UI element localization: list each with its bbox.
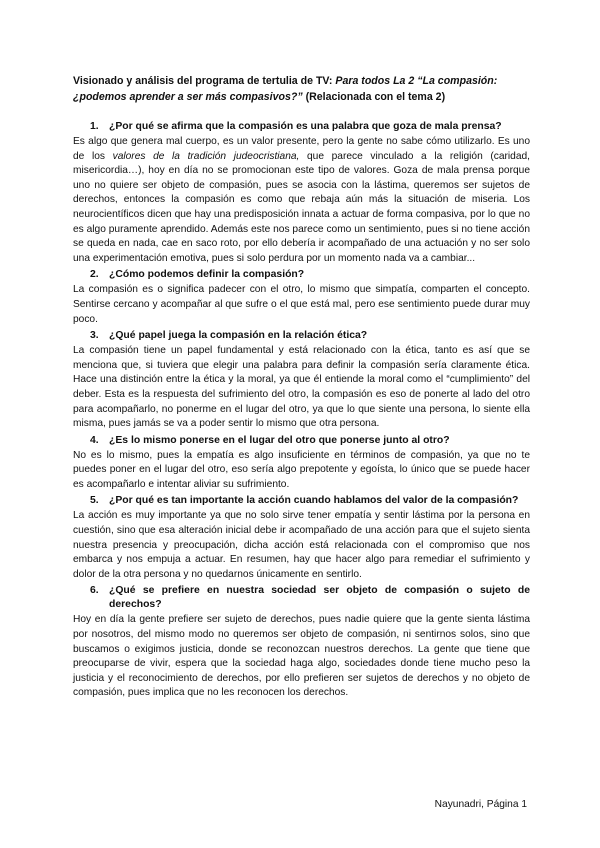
- answer-text: Es algo que genera mal cuerpo, es un valor presente, pero la gente no sabe cómo utilizarlo. Es uno de los: [73, 136, 530, 162]
- answer-2: La compasión es o significa padecer con el otro, lo mismo que simpatía, comparten el concepto. Sentirse cercano y acompañar al que sufre o el que está mal, pero ese sentimiento puede durar muy poco.: [73, 284, 530, 325]
- page-footer: Nayunadri, Página 1: [434, 799, 527, 810]
- question-text: ¿Qué papel juega la compasión en la relación ética?: [109, 330, 368, 342]
- answer-6: Hoy en día la gente prefiere ser sujeto de derechos, pues nadie quiere que la gente sienta lástima por nosotros, del mismo modo no queremos ser objeto de compasión, ni sentirnos solos, sino que buscamos o exigimos justicia, donde se reconozcan nuestros derechos. La gente que tiene que preocuparse de vivir, espera que la sociedad haga algo, sociedades donde tiene mucho peso la justicia y el reconocimiento de derechos, por ello prefieren ser sujetos de derechos y no objeto de compasión, pues implica que no les reconocen los derechos.: [73, 614, 530, 699]
- title-part-1: Visionado y análisis del programa de tertulia de TV:: [73, 75, 336, 87]
- section-5: [73, 494, 530, 582]
- question-number: 2.: [90, 269, 99, 281]
- answer-1: [73, 135, 530, 266]
- document-title: [73, 73, 530, 105]
- answer-3: La compasión tiene un papel fundamental y está relacionado con la ética, tanto es así que se menciona que, si tuviera que elegir una palabra para definir la compasión sería claramente ética. Hace una distinción entre la ética y la moral, ya que él entiende la moral como el “cumplimiento” del deber. Esta es la respuesta del sufrimiento del otro, la compasión es eso de ponerte al lado del otro para acompañarlo, no ponerme en el lugar del otro, ya que lo que siente una persona, lo siente ella misma, pues jamás se va a poder sentir lo mismo que otra persona.: [73, 345, 530, 430]
- document-body: [73, 73, 530, 703]
- answer-5: La acción es muy importante ya que no solo sirve tener empatía y sentir lástima por la persona en cuestión, sino que esa alteración inicial debe ir acompañado de una acción para que el sujeto sienta nuestra presencia y preocupación, dicha acción está relacionada con el compromiso que nos embarca y nos empuja a actuar. En resumen, hay que hacer algo para remediar el sufrimiento y dolor de la otra persona y no quedarnos únicamente en sentirlo.: [73, 510, 530, 580]
- answer-emphasis: valores de la tradición judeocristiana,: [112, 150, 300, 162]
- question-2: [73, 268, 530, 282]
- question-text: ¿Cómo podemos definir la compasión?: [109, 269, 305, 281]
- question-number: 6.: [90, 585, 99, 597]
- question-number: 1.: [90, 121, 99, 132]
- answer-4: No es lo mismo, pues la empatía es algo insuficiente en términos de compasión, ya que no te puedes poner en el lugar del otro, eso sería algo prepotente y egoísta, lo único que se puede hacer es acompañarlo e intentar aliviar su sufrimiento.: [73, 449, 530, 490]
- question-5: [73, 494, 530, 508]
- question-6: [73, 584, 530, 612]
- question-number: 3.: [90, 330, 99, 342]
- answer-text: que parece vinculado a la religión (caridad, misericordia…), hoy en día no se promocionan este tipo de valores. Goza de mala prensa porque uno no quiere ser objeto de compasión, pues se asocia con la lástima, queremos ser sujetos de derechos, entonces la compasión es como que rebaja aún más la situación de miseria. Los neurocientíficos dicen que hay una predisposición innata a actuar de forma compasiva, por lo que no es algo puramente aprendido. Además este nos parece como un sentimiento, pues si no tiene acción se queda en nada, cae en saco roto, por ello debería ir acompañado de una actuación y no ser solo una experimentación emotiva, pues si solo perdura por un momento nada va a cambiar...: [73, 150, 530, 264]
- question-text: ¿Por qué es tan importante la acción cuando hablamos del valor de la compasión?: [109, 495, 519, 507]
- question-text: ¿Es lo mismo ponerse en el lugar del otro que ponerse junto al otro?: [109, 434, 450, 446]
- title-part-3: (Relacionada con el tema 2): [302, 91, 446, 103]
- question-number: 4.: [90, 434, 99, 446]
- section-4: [73, 434, 530, 493]
- question-1: [73, 120, 530, 134]
- question-text: ¿Qué se prefiere en nuestra sociedad ser objeto de compasión o sujeto de derechos?: [109, 585, 530, 611]
- question-text: ¿Por qué se afirma que la compasión es una palabra que goza de mala prensa?: [109, 121, 502, 132]
- question-3: [73, 329, 530, 343]
- section-2: [73, 268, 530, 327]
- section-1: [73, 120, 530, 266]
- title-part-2: Para todos La 2 “La compasión: ¿podemos aprender a ser más compasivos?”: [73, 75, 498, 103]
- question-4: [73, 434, 530, 448]
- question-number: 5.: [90, 495, 99, 507]
- section-3: [73, 329, 530, 432]
- section-6: [73, 584, 530, 701]
